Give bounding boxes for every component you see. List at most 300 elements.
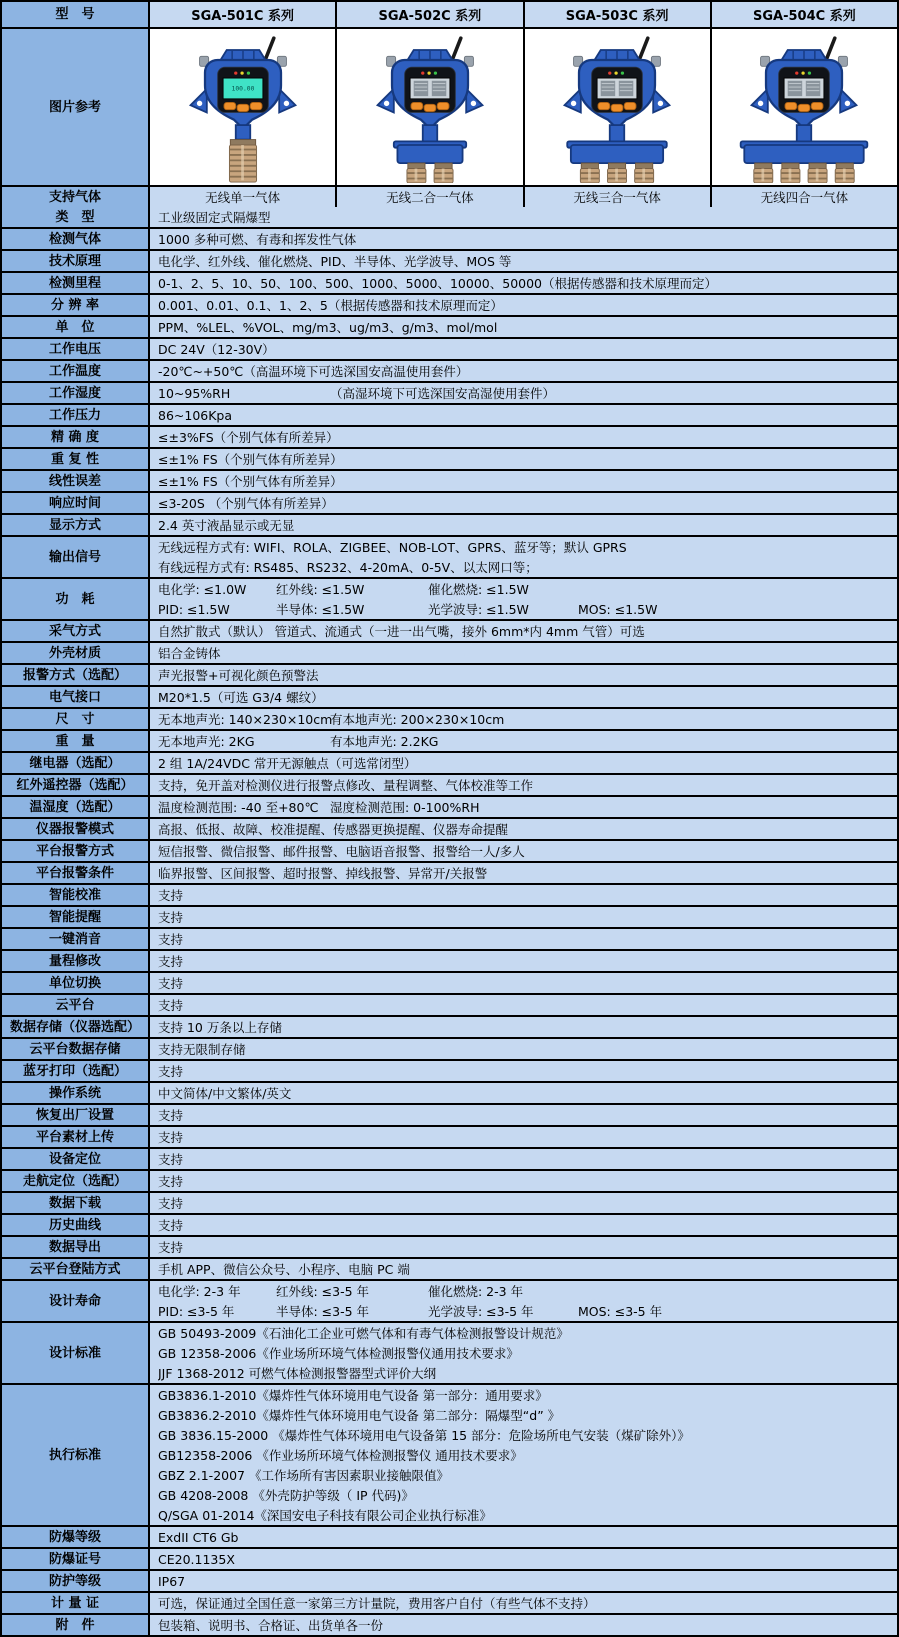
spec-row (2, 839, 897, 861)
spec-value (150, 1039, 897, 1059)
spec-row (2, 337, 897, 359)
spec-value-line (158, 1465, 893, 1485)
spec-row (2, 1191, 897, 1213)
spec-value-line (158, 1215, 893, 1235)
spec-value (150, 621, 897, 641)
spec-text: 电化学: ≤1.0W (158, 582, 247, 597)
spec-value-line (158, 819, 893, 839)
spec-label: 防爆证号 (2, 1549, 150, 1569)
spec-text: 无本地声光: 2KG (158, 734, 255, 749)
spec-label: 计 量 证 (2, 1593, 150, 1613)
spec-label: 一键消音 (2, 929, 150, 949)
spec-text: GB 3836.15-2000 《爆炸性气体环境用电气设备第 15 部分：危险场所电气安装（煤矿除外）》 (158, 1428, 690, 1443)
spec-label: 继电器（选配） (2, 753, 150, 773)
spec-label: 线性误差 (2, 471, 150, 491)
spec-row (2, 227, 897, 249)
spec-value-line (158, 273, 893, 293)
spec-row (2, 707, 897, 729)
spec-value-line (158, 383, 893, 403)
spec-value-line (158, 973, 893, 993)
spec-label: 尺 寸 (2, 709, 150, 729)
spec-label: 平台素材上传 (2, 1127, 150, 1147)
spec-value-line (158, 1425, 893, 1445)
spec-value (150, 515, 897, 535)
spec-value-line (158, 1061, 893, 1081)
gas-row (2, 185, 897, 207)
spec-text: 2.4 英寸液晶显示或无显 (158, 518, 295, 533)
spec-value-line (158, 797, 893, 817)
spec-label: 精 确 度 (2, 427, 150, 447)
spec-row (2, 1321, 897, 1383)
spec-value-line (158, 753, 893, 773)
image-row (2, 27, 897, 185)
spec-value (150, 1549, 897, 1569)
spec-value (150, 361, 897, 381)
spec-label: 平台报警条件 (2, 863, 150, 883)
model-name-sga-502c: SGA-502C 系列 (337, 2, 524, 27)
spec-label: 设计标准 (2, 1323, 150, 1383)
spec-text: 0.001、0.01、0.1、1、2、5（根据传感器和技术原理而定） (158, 298, 503, 313)
spec-text: Q/SGA 01-2014《深国安电子科技有限公司企业执行标准》 (158, 1508, 492, 1523)
spec-row (2, 729, 897, 751)
spec-row (2, 883, 897, 905)
spec-value-line (158, 1301, 893, 1321)
spec-value (150, 775, 897, 795)
spec-row (2, 1569, 897, 1591)
spec-text: MOS: ≤1.5W (578, 601, 658, 617)
spec-label: 温湿度（选配） (2, 797, 150, 817)
spec-value-line (158, 1385, 893, 1405)
spec-row (2, 663, 897, 685)
spec-text: CE20.1135X (158, 1551, 235, 1567)
spec-value (150, 1193, 897, 1213)
spec-label: 蓝牙打印（选配） (2, 1061, 150, 1081)
spec-text: 电化学: 2-3 年 (158, 1284, 241, 1299)
spec-value-line (158, 1105, 893, 1125)
spec-row (2, 491, 897, 513)
spec-label: 执行标准 (2, 1385, 150, 1525)
spec-value-line (158, 361, 893, 381)
spec-text: 支持，免开盖对检测仪进行报警点修改、量程调整、气体校准等工作 (158, 778, 534, 793)
spec-value-line (158, 1259, 893, 1279)
spec-label: 智能提醒 (2, 907, 150, 927)
spec-value-line (158, 295, 893, 315)
spec-label: 历史曲线 (2, 1215, 150, 1235)
gas-row-label: 支持气体 (2, 187, 150, 207)
spec-label: 检测气体 (2, 229, 150, 249)
spec-row (2, 1103, 897, 1125)
spec-value-line (158, 709, 893, 729)
spec-text: 半导体: ≤1.5W (276, 602, 365, 617)
spec-value-line (158, 1083, 893, 1103)
spec-value (150, 907, 897, 927)
spec-value-line (158, 537, 893, 557)
spec-value-line (158, 207, 893, 227)
spec-value-line (158, 1281, 893, 1301)
spec-value (150, 251, 897, 271)
spec-row (2, 1257, 897, 1279)
image-row-label: 图片参考 (2, 29, 150, 185)
spec-value (150, 493, 897, 513)
spec-value (150, 1127, 897, 1147)
spec-value-line (158, 471, 893, 491)
spec-text: ≤±3%FS（个别气体有所差异） (158, 430, 339, 445)
spec-value (150, 317, 897, 337)
spec-label: 数据导出 (2, 1237, 150, 1257)
spec-value-line (158, 1237, 893, 1257)
spec-value-line (158, 317, 893, 337)
spec-text: 支持无限制存储 (158, 1042, 246, 1057)
spec-row (2, 1015, 897, 1037)
spec-value-line (158, 995, 893, 1015)
spec-value (150, 405, 897, 425)
spec-row (2, 971, 897, 993)
spec-value (150, 709, 897, 729)
spec-label: 功 耗 (2, 579, 150, 619)
spec-text: GB12358-2006 《作业场所环境气体检测报警仪 通用技术要求》 (158, 1448, 523, 1463)
spec-row (2, 619, 897, 641)
wireless-3in1-gas-detector-drawing (525, 31, 709, 183)
spec-text: 支持 (158, 910, 184, 925)
gas-cell-single: 无线单一气体 (150, 187, 337, 207)
spec-value (150, 273, 897, 293)
spec-value (150, 665, 897, 685)
spec-text: 临界报警、区间报警、超时报警、掉线报警、异常开/关报警 (158, 866, 488, 881)
spec-label: 仪器报警模式 (2, 819, 150, 839)
spec-value-line (158, 1505, 893, 1525)
spec-row (2, 1147, 897, 1169)
spec-value (150, 995, 897, 1015)
spec-value (150, 1017, 897, 1037)
gas-detector-image-2 (337, 29, 524, 185)
spec-text: 支持 (158, 976, 184, 991)
spec-text: 有本地声光: 2.2KG (330, 734, 439, 749)
spec-value-line (158, 557, 893, 577)
spec-value-line (158, 579, 893, 599)
spec-row (2, 1613, 897, 1635)
spec-value (150, 1215, 897, 1235)
spec-value-line (158, 1549, 893, 1569)
spec-row (2, 513, 897, 535)
spec-label: 工作压力 (2, 405, 150, 425)
spec-text: 2 组 1A/24VDC 常开无源触点（可选常闭型） (158, 756, 417, 771)
spec-label: 云平台 (2, 995, 150, 1015)
spec-row (2, 293, 897, 315)
spec-row (2, 861, 897, 883)
gas-cell-4in1: 无线四合一气体 (712, 187, 897, 207)
spec-text: 支持 (158, 1174, 184, 1189)
spec-value (150, 449, 897, 469)
spec-text: M20*1.5（可选 G3/4 螺纹） (158, 690, 324, 705)
spec-value (150, 427, 897, 447)
spec-text: GB 12358-2006《作业场所环境气体检测报警仪通用技术要求》 (158, 1346, 519, 1361)
spec-label: 单位切换 (2, 973, 150, 993)
spec-label: 工作湿度 (2, 383, 150, 403)
spec-row (2, 207, 897, 227)
spec-text: 声光报警+可视化颜色预警法 (158, 668, 319, 683)
spec-value (150, 1259, 897, 1279)
spec-value (150, 579, 897, 619)
spec-row (2, 1169, 897, 1191)
spec-label: 数据存储（仪器选配） (2, 1017, 150, 1037)
spec-value-line (158, 775, 893, 795)
spec-text: 半导体: ≤3-5 年 (276, 1304, 370, 1319)
spec-text: DC 24V（12-30V） (158, 342, 275, 357)
spec-text: IP67 (158, 1573, 186, 1589)
spec-row (2, 1213, 897, 1235)
spec-value-line (158, 515, 893, 535)
spec-row (2, 817, 897, 839)
spec-value (150, 951, 897, 971)
spec-row (2, 381, 897, 403)
model-name-sga-504c: SGA-504C 系列 (712, 2, 897, 27)
spec-rows-container (2, 207, 897, 1635)
spec-value-line (158, 339, 893, 359)
spec-row (2, 577, 897, 619)
gas-detector-image-1 (150, 29, 337, 185)
spec-label: 报警方式（选配） (2, 665, 150, 685)
spec-label: 附 件 (2, 1615, 150, 1635)
spec-label: 防护等级 (2, 1571, 150, 1591)
spec-value-line (158, 1363, 893, 1383)
spec-row (2, 751, 897, 773)
spec-label: 响应时间 (2, 493, 150, 513)
spec-text: PID: ≤3-5 年 (158, 1304, 235, 1319)
spec-text: 支持 (158, 888, 184, 903)
spec-row (2, 685, 897, 707)
spec-value-line (158, 841, 893, 861)
spec-row (2, 359, 897, 381)
wireless-4in1-gas-detector-drawing (712, 31, 896, 183)
spec-value-line (158, 621, 893, 641)
model-name-sga-503c: SGA-503C 系列 (525, 2, 712, 27)
spec-text: 无本地声光: 140×230×10cm (158, 712, 333, 727)
model-name-sga-501c: SGA-501C 系列 (150, 2, 337, 27)
spec-value-line (158, 1445, 893, 1465)
spec-row (2, 641, 897, 663)
spec-value-line (158, 1127, 893, 1147)
spec-row (2, 1235, 897, 1257)
spec-row (2, 447, 897, 469)
spec-text: 高报、低报、故障、校准提醒、传感器更换提醒、仪器寿命提醒 (158, 822, 509, 837)
spec-text: 0-1、2、5、10、50、100、500、1000、5000、10000、50000（根据传感器和技术原理而定） (158, 276, 718, 291)
spec-value (150, 1149, 897, 1169)
spec-value-line (158, 1193, 893, 1213)
spec-text: 手机 APP、微信公众号、小程序、电脑 PC 端 (158, 1262, 410, 1277)
spec-value (150, 1237, 897, 1257)
spec-label: 恢复出厂设置 (2, 1105, 150, 1125)
spec-row (2, 315, 897, 337)
spec-row (2, 993, 897, 1015)
spec-value-line (158, 907, 893, 927)
header-row (2, 2, 897, 27)
spec-label: 单 位 (2, 317, 150, 337)
spec-text: 1000 多种可燃、有毒和挥发性气体 (158, 232, 357, 247)
spec-label: 防爆等级 (2, 1527, 150, 1547)
spec-value (150, 1323, 897, 1383)
gas-cell-3in1: 无线三合一气体 (525, 187, 712, 207)
spec-text: GBZ 2.1-2007 《工作场所有害因素职业接触限值》 (158, 1468, 449, 1483)
spec-text: GB3836.2-2010《爆炸性气体环境用电气设备 第二部分：隔爆型“d” 》 (158, 1408, 561, 1423)
spec-value (150, 1385, 897, 1525)
spec-value-line (158, 599, 893, 619)
spec-text: -20℃~+50℃（高温环境下可选深国安高温使用套件） (158, 364, 469, 379)
spec-row (2, 795, 897, 817)
spec-label: 平台报警方式 (2, 841, 150, 861)
spec-text: 催化燃烧: 2-3 年 (428, 1284, 524, 1299)
spec-value-line (158, 251, 893, 271)
spec-value (150, 383, 897, 403)
spec-row (2, 469, 897, 491)
spec-value-line (158, 1343, 893, 1363)
spec-value-line (158, 1323, 893, 1343)
spec-value (150, 1615, 897, 1635)
spec-label: 重 复 性 (2, 449, 150, 469)
spec-text: 支持 (158, 1196, 184, 1211)
spec-value (150, 731, 897, 751)
spec-value (150, 929, 897, 949)
spec-value-line (158, 1149, 893, 1169)
spec-label: 智能校准 (2, 885, 150, 905)
spec-value (150, 643, 897, 663)
spec-label: 云平台登陆方式 (2, 1259, 150, 1279)
model-header-label: 型 号 (2, 2, 150, 27)
spec-text: 支持 (158, 998, 184, 1013)
spec-row (2, 905, 897, 927)
spec-text: 支持 (158, 1240, 184, 1255)
spec-value (150, 1061, 897, 1081)
spec-text: （高湿环境下可选深国安高湿使用套件） (330, 386, 556, 401)
gas-detector-image-4 (712, 29, 897, 185)
spec-text: 10~95%RH (158, 385, 231, 401)
spec-row (2, 403, 897, 425)
spec-text: 无线远程方式有: WIFI、ROLA、ZIGBEE、NOB-LOT、GPRS、蓝牙等；默认 GPRS (158, 540, 627, 555)
spec-value-line (158, 1017, 893, 1037)
spec-value (150, 537, 897, 577)
spec-value (150, 1105, 897, 1125)
spec-value-line (158, 951, 893, 971)
spec-value-line (158, 863, 893, 883)
spec-text: 电化学、红外线、催化燃烧、PID、半导体、光学波导、MOS 等 (158, 254, 512, 269)
spec-text: 红外线: ≤1.5W (276, 582, 365, 597)
spec-value (150, 207, 897, 227)
spec-row (2, 1525, 897, 1547)
spec-label: 云平台数据存储 (2, 1039, 150, 1059)
spec-value-line (158, 493, 893, 513)
spec-text: GB 4208-2008 《外壳防护等级（ IP 代码)》 (158, 1488, 414, 1503)
spec-text: ExdII CT6 Gb (158, 1529, 239, 1545)
spec-text: 红外线: ≤3-5 年 (276, 1284, 370, 1299)
gas-detector-image-3 (525, 29, 712, 185)
spec-label: 工作电压 (2, 339, 150, 359)
spec-value (150, 753, 897, 773)
spec-value-line (158, 427, 893, 447)
spec-row (2, 1081, 897, 1103)
spec-row (2, 1125, 897, 1147)
spec-row (2, 271, 897, 293)
spec-text: 支持 (158, 932, 184, 947)
spec-label: 显示方式 (2, 515, 150, 535)
spec-text: ≤±1% FS（个别气体有所差异） (158, 474, 343, 489)
spec-row (2, 773, 897, 795)
spec-text: 中文简体/中文繁体/英文 (158, 1086, 292, 1101)
spec-value-line (158, 687, 893, 707)
spec-value-line (158, 1039, 893, 1059)
spec-label: 采气方式 (2, 621, 150, 641)
spec-value (150, 339, 897, 359)
spec-text: PPM、%LEL、%VOL、mg/m3、ug/m3、g/m3、mol/mol (158, 320, 498, 335)
spec-row (2, 927, 897, 949)
spec-value-line (158, 1485, 893, 1505)
spec-value (150, 1593, 897, 1613)
spec-value-line (158, 1593, 893, 1613)
spec-value (150, 1571, 897, 1591)
spec-label: 分 辨 率 (2, 295, 150, 315)
spec-text: ≤3-20S （个别气体有所差异） (158, 496, 334, 511)
spec-text: MOS: ≤3-5 年 (578, 1304, 663, 1319)
spec-label: 走航定位（选配） (2, 1171, 150, 1191)
spec-text: 温度检测范围: -40 至+80℃ (158, 800, 319, 815)
spec-row (2, 535, 897, 577)
spec-value (150, 1083, 897, 1103)
spec-value (150, 471, 897, 491)
spec-label: 量程修改 (2, 951, 150, 971)
wireless-2in1-gas-detector-drawing (338, 31, 522, 183)
spec-value (150, 229, 897, 249)
spec-value-line (158, 1571, 893, 1591)
spec-value-line (158, 665, 893, 685)
spec-text: 可选，保证通过全国任意一家第三方计量院，费用客户自付（有些气体不支持） (158, 1596, 596, 1611)
spec-value (150, 295, 897, 315)
spec-row (2, 1547, 897, 1569)
gas-cell-2in1: 无线二合一气体 (337, 187, 524, 207)
spec-text: JJF 1368-2012 可燃气体检测报警器型式评价大纲 (158, 1366, 437, 1381)
spec-row (2, 1059, 897, 1081)
spec-text: 支持 (158, 1218, 184, 1233)
spec-label: 数据下载 (2, 1193, 150, 1213)
spec-row (2, 1279, 897, 1321)
spec-row (2, 1383, 897, 1525)
spec-text: 有线远程方式有: RS485、RS232、4-20mA、0-5V、以太网口等； (158, 560, 538, 575)
wireless-single-gas-detector-drawing (151, 31, 335, 183)
spec-label: 类 型 (2, 207, 150, 227)
spec-text: 支持 (158, 1130, 184, 1145)
spec-text: 催化燃烧: ≤1.5W (428, 582, 529, 597)
spec-text: 支持 (158, 1064, 184, 1079)
spec-row (2, 1591, 897, 1613)
spec-value (150, 819, 897, 839)
spec-value-line (158, 929, 893, 949)
spec-label: 设备定位 (2, 1149, 150, 1169)
spec-row (2, 425, 897, 447)
spec-text: 有本地声光: 200×230×10cm (330, 712, 505, 727)
spec-value-line (158, 1171, 893, 1191)
spec-value (150, 1281, 897, 1321)
spec-value-line (158, 885, 893, 905)
spec-text: 包装箱、说明书、合格证、出货单各一份 (158, 1618, 384, 1633)
spec-row (2, 949, 897, 971)
spec-text: PID: ≤1.5W (158, 601, 230, 617)
spec-label: 工作温度 (2, 361, 150, 381)
spec-row (2, 1037, 897, 1059)
spec-text: 工业级固定式隔爆型 (158, 210, 271, 225)
spec-text: 支持 10 万条以上存储 (158, 1020, 282, 1035)
spec-value-line (158, 1527, 893, 1547)
spec-value (150, 687, 897, 707)
spec-value-line (158, 1405, 893, 1425)
spec-text: 支持 (158, 954, 184, 969)
spec-value-line (158, 229, 893, 249)
